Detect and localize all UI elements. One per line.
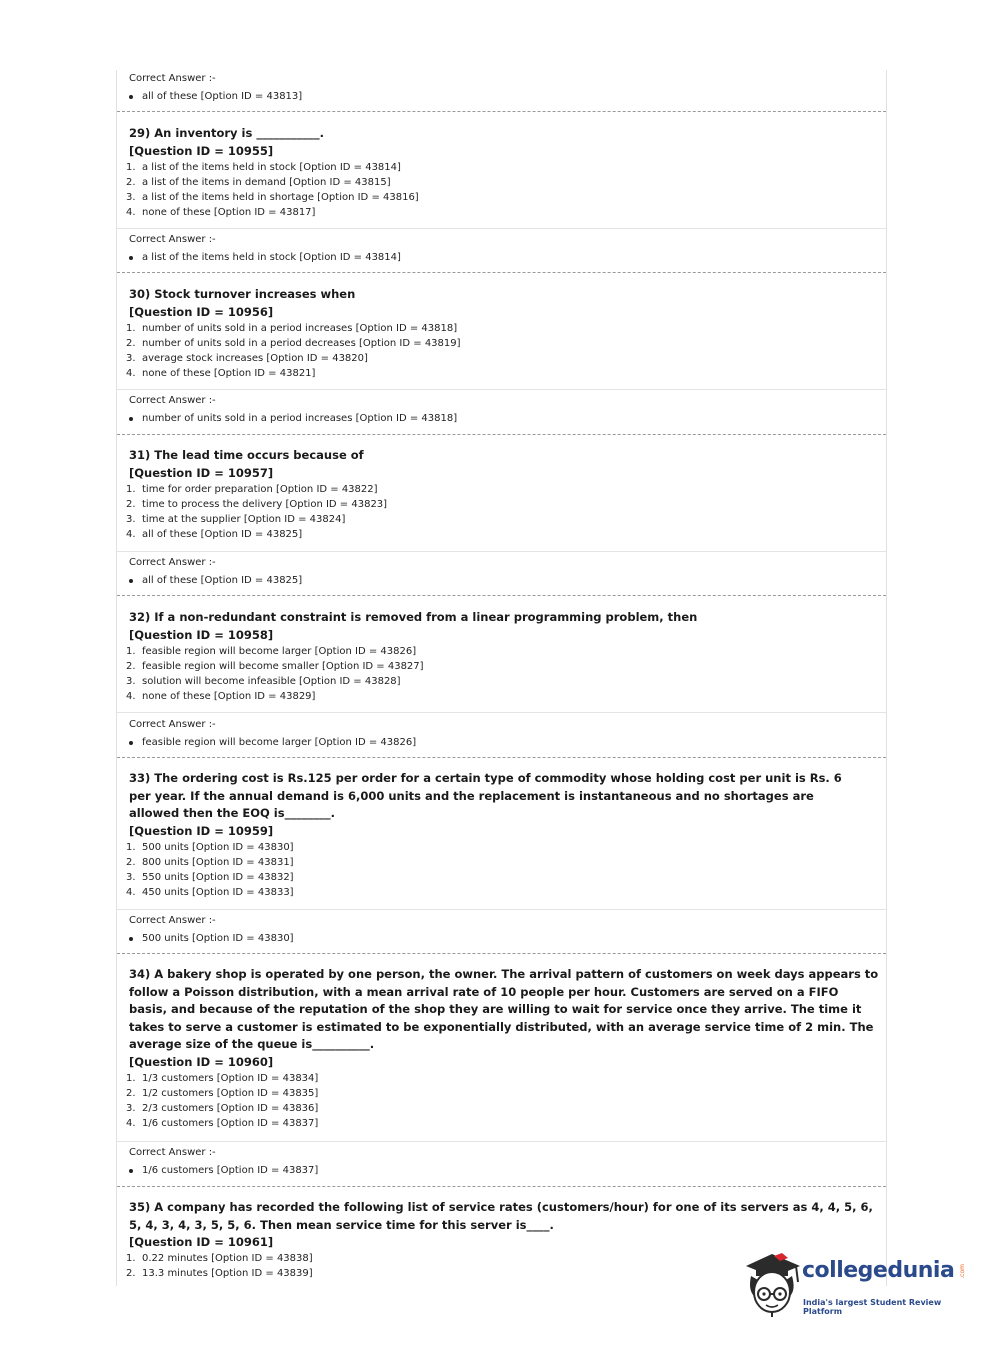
mascot-icon: [742, 1250, 804, 1318]
correct-answer-text: 1/6 customers [Option ID = 43837]: [142, 1165, 319, 1176]
question-id: [Question ID = 10961]: [129, 1235, 274, 1249]
option-text: a list of the items in demand [Option ID = 43815]: [142, 177, 391, 188]
option-text: 1/2 customers [Option ID = 43835]: [142, 1088, 319, 1099]
option-text: 2/3 customers [Option ID = 43836]: [142, 1103, 319, 1114]
option-text: 450 units [Option ID = 43833]: [142, 887, 294, 898]
option-text: time at the supplier [Option ID = 43824]: [142, 514, 346, 525]
divider: [117, 909, 886, 910]
option-text: a list of the items held in stock [Option ID = 43814]: [142, 162, 401, 173]
separator: [117, 1186, 886, 1187]
bullet-icon: [129, 256, 133, 260]
option-text: 500 units [Option ID = 43830]: [142, 842, 294, 853]
divider: [117, 228, 886, 229]
correct-answer-text: all of these [Option ID = 43813]: [142, 91, 303, 102]
option-number: 1.: [126, 484, 136, 495]
separator: [117, 953, 886, 954]
option-text: 800 units [Option ID = 43831]: [142, 857, 294, 868]
option-number: 1.: [126, 646, 136, 657]
option-number: 2.: [126, 177, 136, 188]
option-text: 550 units [Option ID = 43832]: [142, 872, 294, 883]
correct-answer-text: all of these [Option ID = 43825]: [142, 575, 303, 586]
option-number: 1.: [126, 323, 136, 334]
option-text: number of units sold in a period increases [Option ID = 43818]: [142, 323, 458, 334]
option-number: 3.: [126, 1103, 136, 1114]
question-id: [Question ID = 10959]: [129, 824, 274, 838]
correct-answer-label: Correct Answer :-: [129, 1147, 216, 1158]
option-number: 2.: [126, 499, 136, 510]
option-number: 1.: [126, 1253, 136, 1264]
question-text: 31) The lead time occurs because of: [129, 448, 364, 462]
option-number: 1.: [126, 1073, 136, 1084]
option-number: 3.: [126, 192, 136, 203]
option-text: time for order preparation [Option ID = 43822]: [142, 484, 378, 495]
option-text: a list of the items held in shortage [Option ID = 43816]: [142, 192, 419, 203]
option-text: all of these [Option ID = 43825]: [142, 529, 303, 540]
option-text: time to process the delivery [Option ID = 43823]: [142, 499, 388, 510]
option-number: 3.: [126, 676, 136, 687]
separator: [117, 272, 886, 273]
correct-answer-label: Correct Answer :-: [129, 915, 216, 926]
separator: [117, 434, 886, 435]
question-id: [Question ID = 10955]: [129, 144, 274, 158]
option-text: 0.22 minutes [Option ID = 43838]: [142, 1253, 313, 1264]
option-number: 2.: [126, 1088, 136, 1099]
separator: [117, 111, 886, 112]
option-text: 13.3 minutes [Option ID = 43839]: [142, 1268, 313, 1279]
option-text: none of these [Option ID = 43829]: [142, 691, 316, 702]
option-text: feasible region will become larger [Option ID = 43826]: [142, 646, 417, 657]
question-id: [Question ID = 10958]: [129, 628, 274, 642]
question-id: [Question ID = 10960]: [129, 1055, 274, 1069]
option-number: 4.: [126, 887, 136, 898]
correct-answer-text: 500 units [Option ID = 43830]: [142, 933, 294, 944]
correct-answer-label: Correct Answer :-: [129, 719, 216, 730]
option-number: 1.: [126, 842, 136, 853]
correct-answer-text: number of units sold in a period increases [Option ID = 43818]: [142, 413, 458, 424]
question-text: 30) Stock turnover increases when: [129, 287, 356, 301]
option-text: none of these [Option ID = 43817]: [142, 207, 316, 218]
question-id: [Question ID = 10956]: [129, 305, 274, 319]
logo-domain: .com: [959, 1264, 966, 1279]
divider: [117, 389, 886, 390]
question-paper-page: [116, 70, 887, 1286]
option-text: feasible region will become smaller [Option ID = 43827]: [142, 661, 424, 672]
option-number: 2.: [126, 1268, 136, 1279]
option-number: 2.: [126, 857, 136, 868]
bullet-icon: [129, 417, 133, 421]
option-number: 3.: [126, 872, 136, 883]
option-number: 1.: [126, 162, 136, 173]
option-number: 3.: [126, 514, 136, 525]
option-number: 2.: [126, 661, 136, 672]
option-number: 2.: [126, 338, 136, 349]
bullet-icon: [129, 741, 133, 745]
bullet-icon: [129, 937, 133, 941]
option-text: none of these [Option ID = 43821]: [142, 368, 316, 379]
option-number: 3.: [126, 353, 136, 364]
bullet-icon: [129, 579, 133, 583]
question-id: [Question ID = 10957]: [129, 466, 274, 480]
correct-answer-text: a list of the items held in stock [Option ID = 43814]: [142, 252, 401, 263]
separator: [117, 757, 886, 758]
correct-answer-text: feasible region will become larger [Option ID = 43826]: [142, 737, 417, 748]
correct-answer-label: Correct Answer :-: [129, 234, 216, 245]
option-number: 4.: [126, 1118, 136, 1129]
question-text: 29) An inventory is ___________.: [129, 126, 324, 140]
bullet-icon: [129, 95, 133, 99]
question-text: 32) If a non-redundant constraint is removed from a linear programming problem, then: [129, 610, 698, 624]
option-number: 4.: [126, 368, 136, 379]
option-text: 1/6 customers [Option ID = 43837]: [142, 1118, 319, 1129]
option-text: number of units sold in a period decreases [Option ID = 43819]: [142, 338, 461, 349]
logo-tagline: India's largest Student Review Platform: [803, 1298, 942, 1316]
divider: [117, 1141, 886, 1142]
correct-answer-label: Correct Answer :-: [129, 557, 216, 568]
question-text: 33) The ordering cost is Rs.125 per order for a certain type of commodity whose holding cost per unit is Rs. 6 per year. If the annual demand is 6,000 units and the replacement is instantaneous and no shortages are allowed then the EOQ is________.: [129, 771, 842, 820]
option-number: 4.: [126, 691, 136, 702]
option-text: solution will become infeasible [Option ID = 43828]: [142, 676, 401, 687]
correct-answer-label: Correct Answer :-: [129, 395, 216, 406]
option-number: 4.: [126, 529, 136, 540]
divider: [117, 551, 886, 552]
option-text: 1/3 customers [Option ID = 43834]: [142, 1073, 319, 1084]
divider: [117, 712, 886, 713]
option-number: 4.: [126, 207, 136, 218]
correct-answer-label: Correct Answer :-: [129, 73, 216, 84]
separator: [117, 595, 886, 596]
collegedunia-logo: [742, 1250, 972, 1320]
question-text: 34) A bakery shop is operated by one person, the owner. The arrival pattern of customers on week days appears to follow a Poisson distribution, with a mean arrival rate of 10 people per hour. Customers are served on a FIFO basis, and because of the reputation of the shop they are willing to wait for service once they arrive. The time it takes to serve a customer is estimated to be exponentially distributed, with an average service time of 2 min. The average size of the queue is__________.: [129, 967, 879, 1051]
question-text: 35) A company has recorded the following list of service rates (customers/hour) for one of its servers as 4, 4, 5, 6, 5, 4, 3, 4, 3, 5, 5, 6. Then mean service time for this server is____.: [129, 1200, 873, 1232]
bullet-icon: [129, 1169, 133, 1173]
option-text: average stock increases [Option ID = 43820]: [142, 353, 368, 364]
logo-wordmark: collegedunia: [802, 1258, 955, 1283]
